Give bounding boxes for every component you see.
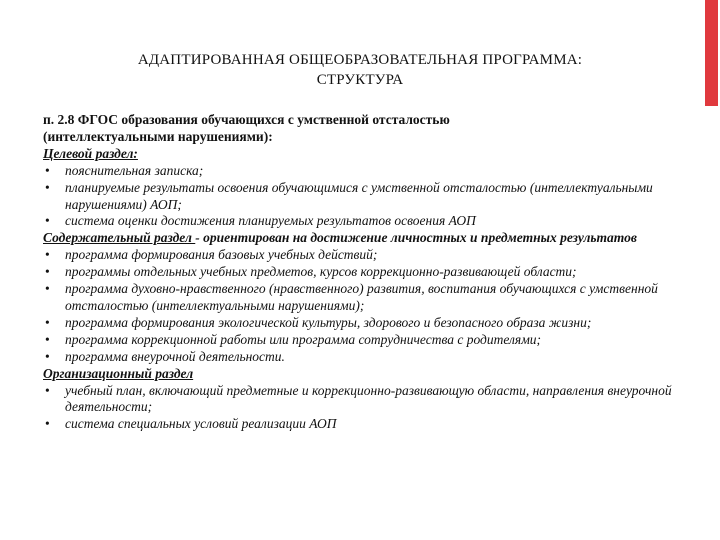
list-item xyxy=(43,213,683,230)
list-item xyxy=(43,163,683,180)
section-list-target xyxy=(43,163,683,231)
section-heading-content xyxy=(43,230,683,247)
section-heading-target-label: Целевой раздел: xyxy=(43,145,138,161)
list-item-text: учебный план, включающий предметные и коррекционно-развивающую области, направления внеурочной деятельности; xyxy=(65,382,672,415)
section-heading-organizational xyxy=(43,366,683,383)
slide-title xyxy=(40,50,680,90)
list-item xyxy=(43,315,683,332)
section-list-organizational xyxy=(43,383,683,434)
slide-title-line-1: АДАПТИРОВАННАЯ ОБЩЕОБРАЗОВАТЕЛЬНАЯ ПРОГРАММА: xyxy=(137,52,583,68)
slide-title-line-2: СТРУКТУРА xyxy=(316,72,404,88)
slide-content xyxy=(43,112,683,433)
list-item-text: планируемые результаты освоения обучающимися с умственной отсталостью (интеллектуальными нарушениями) АОП; xyxy=(65,179,653,212)
list-item-text: программа внеурочной деятельности. xyxy=(65,348,285,364)
list-item xyxy=(43,281,683,315)
list-item xyxy=(43,383,683,417)
bullet-icon: • xyxy=(45,162,50,178)
list-item xyxy=(43,416,683,433)
list-item xyxy=(43,264,683,281)
list-item-text: программа формирования базовых учебных действий; xyxy=(65,247,378,263)
bullet-icon: • xyxy=(45,281,50,297)
list-item-text: система специальных условий реализации АОП xyxy=(65,416,337,432)
section-heading-content-tail: - ориентирован на достижение личностных и предметных результатов xyxy=(195,230,637,246)
list-item xyxy=(43,180,683,214)
intro-line-1: п. 2.8 ФГОС образования обучающихся с умственной отсталостью xyxy=(43,112,450,127)
list-item xyxy=(43,247,683,264)
section-heading-content-label: Содержательный раздел xyxy=(43,230,196,246)
bullet-icon: • xyxy=(45,264,50,280)
list-item-text: программа формирования экологической культуры, здорового и безопасного образа жизни; xyxy=(65,314,592,330)
intro-reference xyxy=(43,112,683,146)
bullet-icon: • xyxy=(45,314,50,330)
list-item-text: пояснительная записка; xyxy=(65,162,204,178)
list-item-text: система оценки достижения планируемых результатов освоения АОП xyxy=(65,213,476,229)
bullet-icon: • xyxy=(45,179,50,195)
section-list-content xyxy=(43,247,683,365)
bullet-icon: • xyxy=(45,416,50,432)
section-heading-organizational-label: Организационный раздел xyxy=(43,365,194,381)
bullet-icon: • xyxy=(45,247,50,263)
section-heading-target xyxy=(43,146,683,163)
intro-line-2: (интеллектуальными нарушениями): xyxy=(43,128,273,144)
list-item-text: программа духовно-нравственного (нравственного) развития, воспитания обучающихся с умственной отсталостью (интеллектуальными нарушениями); xyxy=(65,281,658,313)
bullet-icon: • xyxy=(45,348,50,364)
list-item-text: программа коррекционной работы или программа сотрудничества с родителями; xyxy=(65,331,542,347)
list-item-text: программы отдельных учебных предметов, курсов коррекционно-развивающей области; xyxy=(65,264,577,280)
list-item xyxy=(43,332,683,349)
list-item xyxy=(43,349,683,366)
accent-bar xyxy=(705,0,718,106)
bullet-icon: • xyxy=(45,213,50,229)
bullet-icon: • xyxy=(45,331,50,347)
bullet-icon: • xyxy=(45,382,50,398)
